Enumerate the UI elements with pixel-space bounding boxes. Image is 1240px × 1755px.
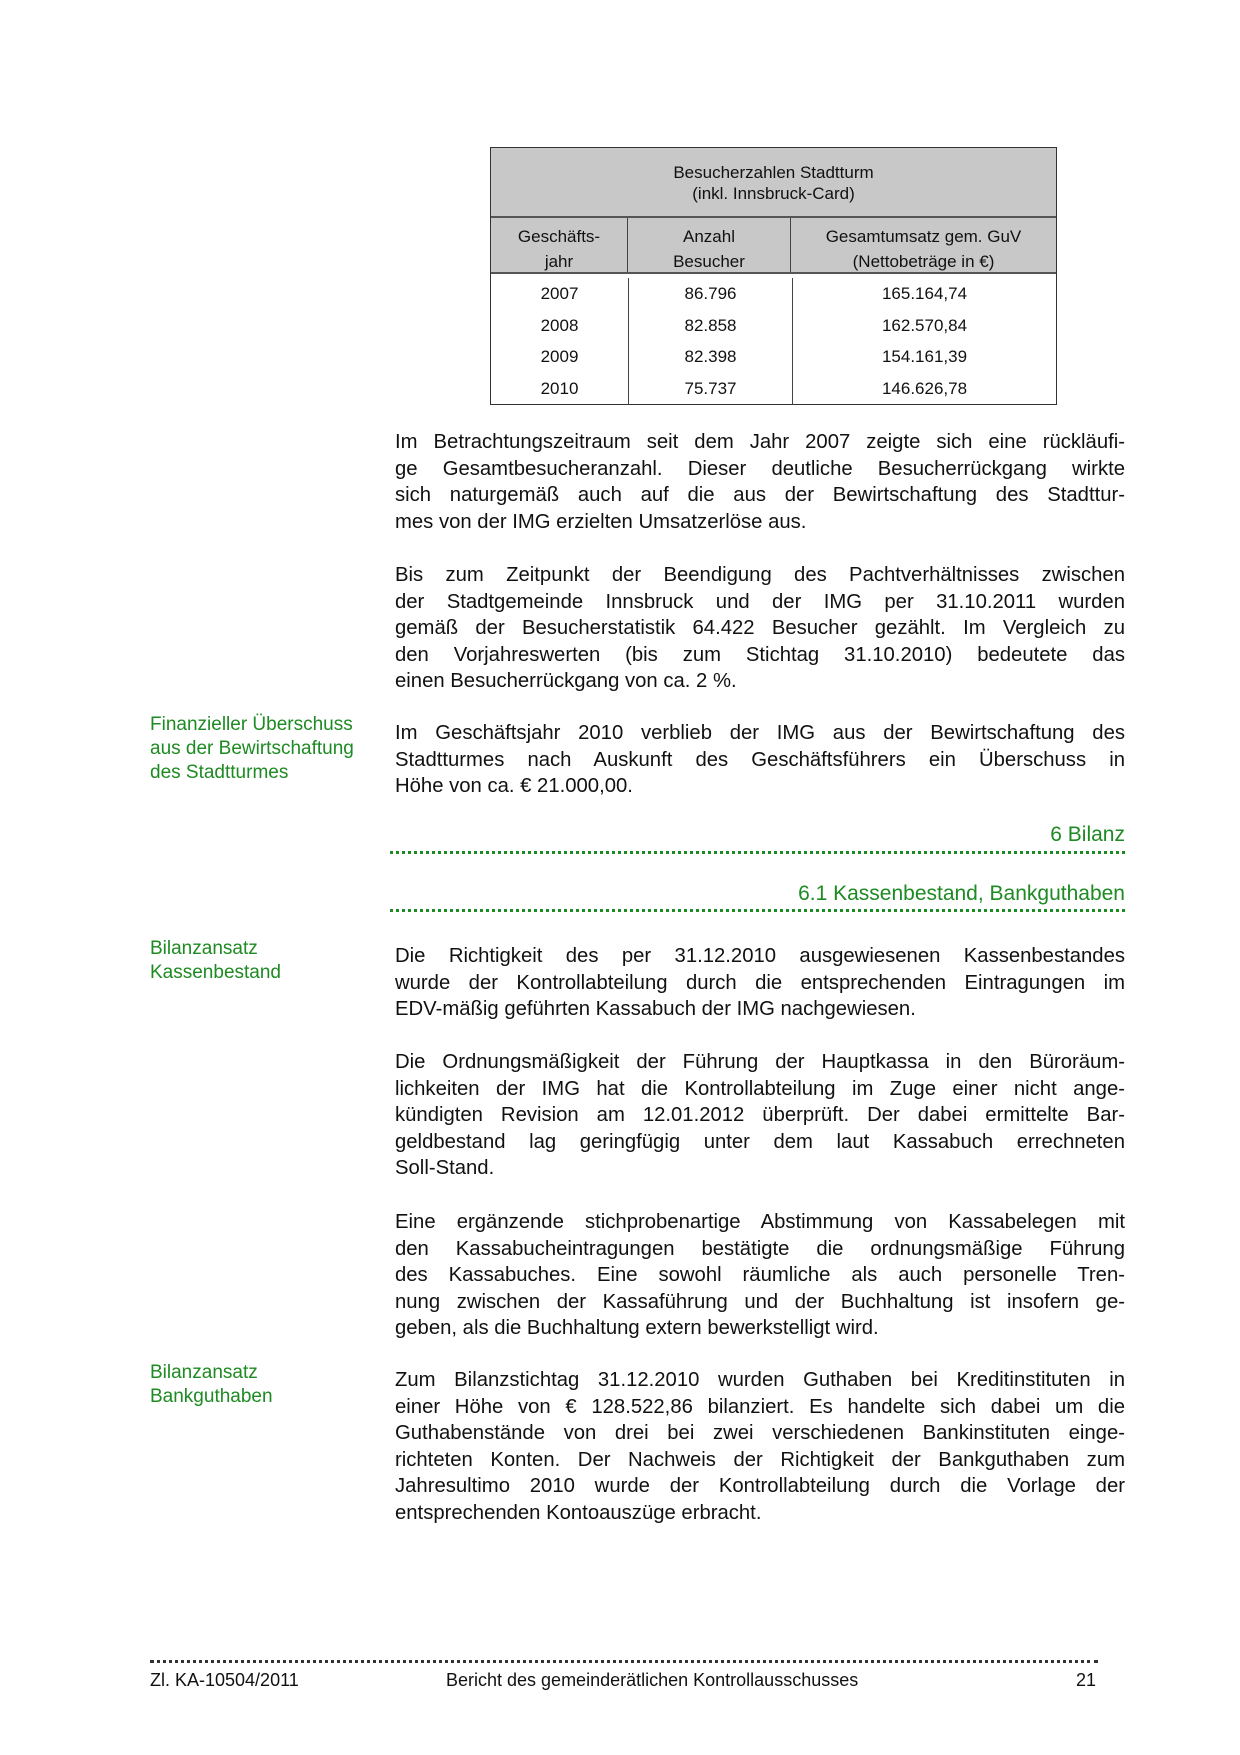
paragraph-line: des Kassabuches. Eine sowohl räumliche als auch personelle Tren- [395, 1264, 1125, 1286]
paragraph-line: Die Ordnungsmäßigkeit der Führung der Hauptkassa in den Büroräum- [395, 1051, 1125, 1073]
table-title-line: Besucherzahlen Stadtturm [673, 163, 874, 182]
table-cell: 2010 [491, 373, 629, 405]
column-header-revenue: Gesamtumsatz gem. GuV (Nettobeträge in €) [825, 227, 1022, 271]
body-paragraph [395, 1049, 1125, 1182]
paragraph-line: EDV-mäßig geführten Kassabuch der IMG nachgewiesen. [395, 998, 916, 1020]
body-paragraph [395, 429, 1125, 535]
paragraph-line: Guthabenstände von drei bei zwei verschiedenen Bankinstituten einge- [395, 1422, 1125, 1444]
visitor-statistics-table [490, 147, 1057, 405]
table-title [491, 148, 1056, 218]
table-row [491, 373, 1056, 405]
section-divider [390, 851, 1125, 854]
paragraph-line: Soll-Stand. [395, 1157, 495, 1179]
side-label-bank: Bilanzansatz Bankguthaben [150, 1362, 273, 1407]
page-number: 21 [1076, 1670, 1097, 1690]
paragraph-line: Eine ergänzende stichprobenartige Abstimmung von Kassabelegen mit [395, 1211, 1125, 1233]
paragraph-line: Die Richtigkeit des per 31.12.2010 ausgewiesenen Kassenbestandes [395, 945, 1125, 967]
column-header-year: Geschäfts- jahr [491, 218, 628, 272]
paragraph-line: Jahresultimo 2010 wurde der Kontrollabteilung durch die Vorlage der [395, 1475, 1125, 1497]
table-cell: 86.796 [629, 278, 793, 310]
paragraph-line: einen Besucherrückgang von ca. 2 %. [395, 670, 737, 692]
paragraph-line: der Stadtgemeinde Innsbruck und der IMG per 31.10.2011 wurden [395, 590, 1125, 613]
section-heading: 6 Bilanz [1050, 823, 1125, 846]
table-row [491, 278, 1056, 310]
body-paragraph [395, 1367, 1125, 1526]
paragraph-line: einer Höhe von € 128.522,86 bilanziert. Es handelte sich dabei um die [395, 1395, 1125, 1418]
paragraph-line: entsprechenden Kontoauszüge erbracht. [395, 1501, 762, 1524]
body-paragraph [395, 1209, 1125, 1342]
body-paragraph [395, 562, 1125, 695]
footer-reference: Zl. KA-10504/2011 [150, 1670, 299, 1690]
table-cell: 2008 [491, 310, 629, 342]
paragraph-line: Im Betrachtungszeitraum seit dem Jahr 2007 zeigte sich eine rückläufi- [395, 431, 1125, 453]
table-cell: 82.858 [629, 310, 793, 342]
paragraph-line: geldbestand lag geringfügig unter dem laut Kassabuch errechneten [395, 1130, 1125, 1153]
table-cell: 162.570,84 [881, 315, 968, 335]
paragraph-line: wurde der Kontrollabteilung durch die entsprechenden Eintragungen im [395, 971, 1125, 994]
footer-title: Bericht des gemeinderätlichen Kontrollausschusses [446, 1670, 859, 1690]
paragraph-line: ge Gesamtbesucheranzahl. Dieser deutliche Besucherrückgang wirkte [395, 457, 1125, 480]
table-cell: 2007 [491, 278, 629, 310]
side-label-surplus: Finanzieller Überschuss aus der Bewirtschaftung des Stadtturmes [150, 714, 354, 783]
paragraph-line: Bis zum Zeitpunkt der Beendigung des Pachtverhältnisses zwischen [395, 564, 1125, 586]
table-cell: 82.398 [629, 341, 793, 373]
subsection-divider [390, 909, 1125, 912]
subsection-heading: 6.1 Kassenbestand, Bankguthaben [798, 882, 1125, 905]
table-header [491, 218, 1056, 274]
table-cell: 154.161,39 [881, 347, 968, 366]
paragraph-line: gemäß der Besucherstatistik 64.422 Besucher gezählt. Im Vergleich zu [395, 617, 1125, 639]
table-cell: 75.737 [629, 373, 793, 405]
table-row [491, 310, 1056, 342]
paragraph-line: richteten Konten. Der Nachweis der Richtigkeit der Bankguthaben zum [395, 1448, 1125, 1471]
side-label-cash: Bilanzansatz Kassenbestand [150, 938, 281, 983]
paragraph-line: den Kassabucheintragungen bestätigte die ordnungsmäßige Führung [395, 1237, 1125, 1260]
paragraph-line: sich naturgemäß auch auf die aus der Bewirtschaftung des Stadttur- [395, 484, 1125, 506]
table-row [491, 341, 1056, 373]
paragraph-line: Im Geschäftsjahr 2010 verblieb der IMG aus der Bewirtschaftung des [395, 722, 1125, 744]
column-header-visitors: Anzahl Besucher [628, 218, 791, 272]
paragraph-line: Höhe von ca. € 21.000,00. [395, 775, 633, 797]
table-cell: 165.164,74 [881, 284, 968, 303]
paragraph-line: lichkeiten der IMG hat die Kontrollabteilung im Zuge einer nicht ange- [395, 1077, 1125, 1100]
paragraph-line: kündigten Revision am 12.01.2012 überprüft. Der dabei ermittelte Bar- [395, 1104, 1125, 1126]
table-cell: 146.626,78 [881, 378, 968, 398]
footer-divider [150, 1660, 1098, 1663]
body-paragraph [395, 720, 1125, 800]
paragraph-line: Stadtturmes nach Auskunft des Geschäftsführers ein Überschuss in [395, 748, 1125, 771]
paragraph-line: nung zwischen der Kassaführung und der Buchhaltung ist insofern ge- [395, 1290, 1125, 1313]
paragraph-line: Zum Bilanzstichtag 31.12.2010 wurden Guthaben bei Kreditinstituten in [395, 1369, 1125, 1391]
table-subtitle-line: (inkl. Innsbruck-Card) [692, 184, 855, 203]
body-paragraph [395, 943, 1125, 1023]
paragraph-line: mes von der IMG erzielten Umsatzerlöse aus. [395, 510, 807, 533]
table-body [491, 274, 1056, 404]
table-cell: 2009 [491, 341, 629, 373]
paragraph-line: den Vorjahreswerten (bis zum Stichtag 31.10.2010) bedeutete das [395, 643, 1125, 666]
paragraph-line: geben, als die Buchhaltung extern bewerkstelligt wird. [395, 1317, 879, 1339]
